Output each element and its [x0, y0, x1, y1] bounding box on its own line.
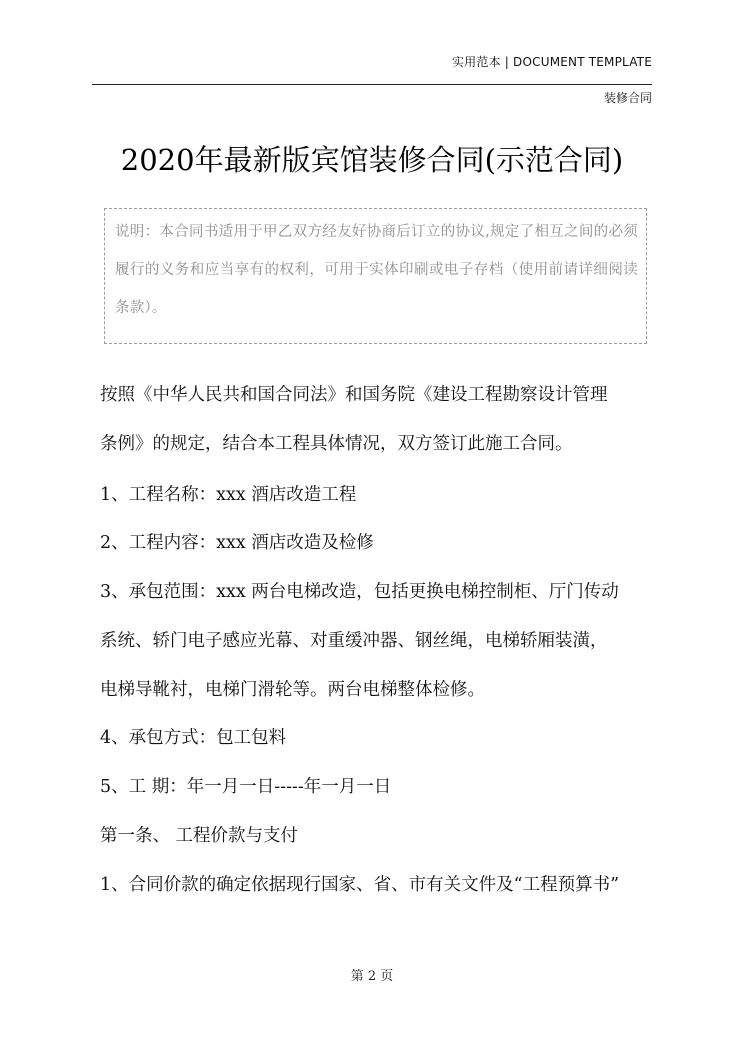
intro-line-1: 按照《中华人民共和国合同法》和国务院《建设工程勘察设计管理	[100, 385, 608, 405]
item-scope-line-3: 电梯导靴衬，电梯门滑轮等。两台电梯整体检修。	[100, 680, 485, 700]
item-project-content: 2、工程内容：xxx 酒店改造及检修	[100, 533, 374, 553]
header-category: 装修合同	[603, 91, 652, 105]
item-duration: 5、工 期：年一月一日-----年一月一日	[100, 777, 392, 797]
header-divider	[92, 84, 652, 85]
header-document-template: 实用范本 | DOCUMENT TEMPLATE	[451, 55, 652, 69]
page-number: 第 2 页	[350, 969, 394, 984]
item-scope-line-1: 3、承包范围：xxx 两台电梯改造，包括更换电梯控制柜、厅门传动	[100, 582, 619, 602]
note-text: 说明：本合同书适用于甲乙双方经友好协商后订立的协议,规定了相互之间的必须履行的义务和应当享有的权利，可用于实体印刷或电子存档（使用前请详细阅读条款）。	[115, 224, 638, 316]
item-scope-line-2: 系统、轿门电子感应光幕、对重缓冲器、钢丝绳，电梯轿厢装潢，	[100, 631, 608, 651]
item-project-name: 1、工程名称：xxx 酒店改造工程	[100, 485, 357, 505]
article-1-heading: 第一条、 工程价款与支付	[100, 826, 299, 846]
note-box	[104, 208, 647, 344]
intro-line-2: 条例》的规定，结合本工程具体情况，双方签订此施工合同。	[100, 434, 573, 454]
clause-1: 1、合同价款的确定依据现行国家、省、市有关文件及“工程预算书”	[100, 875, 620, 895]
item-contract-method: 4、承包方式：包工包料	[100, 728, 287, 748]
document-title: 2020年最新版宾馆装修合同(示范合同)	[120, 143, 624, 177]
